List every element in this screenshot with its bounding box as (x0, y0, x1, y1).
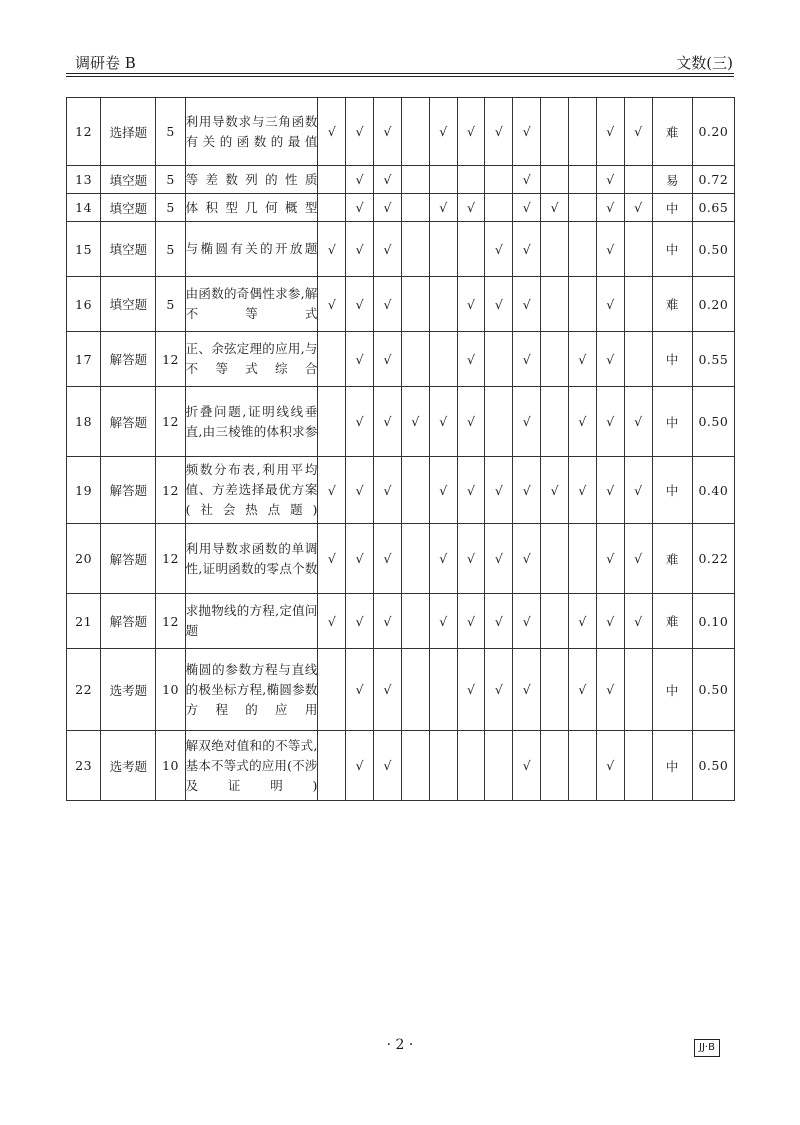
check-cell: √ (346, 731, 374, 801)
content-cell: 利用导数求与三角函数有关的函数的最值 (185, 98, 318, 166)
question-number-cell: 18 (67, 387, 101, 457)
content-cell: 正、余弦定理的应用,与不等式综合 (185, 332, 318, 387)
check-cell: √ (374, 277, 402, 332)
check-cell: √ (346, 332, 374, 387)
check-cell (318, 166, 346, 194)
table-row (67, 332, 735, 387)
check-cell (624, 166, 652, 194)
table-row (67, 649, 735, 731)
check-cell: √ (374, 332, 402, 387)
content-cell: 与椭圆有关的开放题 (185, 222, 318, 277)
content-cell: 解双绝对值和的不等式,基本不等式的应用(不涉及证明) (185, 731, 318, 801)
score-cell: 5 (156, 98, 185, 166)
difficulty-value-cell: 0.50 (692, 387, 734, 457)
check-cell: √ (624, 594, 652, 649)
check-cell (541, 98, 569, 166)
check-cell: √ (318, 98, 346, 166)
check-cell: √ (346, 277, 374, 332)
check-cell: √ (485, 277, 513, 332)
table-row (67, 222, 735, 277)
difficulty-cell: 中 (652, 649, 692, 731)
check-cell (401, 524, 429, 594)
question-number-cell: 16 (67, 277, 101, 332)
question-type-cell: 解答题 (101, 524, 156, 594)
check-cell: √ (513, 194, 541, 222)
check-cell (401, 649, 429, 731)
score-cell: 12 (156, 332, 185, 387)
difficulty-value-cell: 0.65 (692, 194, 734, 222)
check-cell: √ (346, 649, 374, 731)
check-cell: √ (485, 524, 513, 594)
check-cell: √ (513, 277, 541, 332)
check-cell: √ (318, 524, 346, 594)
check-cell: √ (596, 594, 624, 649)
difficulty-cell: 难 (652, 594, 692, 649)
check-cell: √ (346, 166, 374, 194)
paper-code-badge: JJ·B (694, 1039, 720, 1057)
check-cell (401, 457, 429, 524)
check-cell: √ (541, 194, 569, 222)
check-cell: √ (513, 731, 541, 801)
table-row (67, 277, 735, 332)
check-cell (541, 222, 569, 277)
difficulty-cell: 中 (652, 222, 692, 277)
table-row (67, 457, 735, 524)
content-cell: 椭圆的参数方程与直线的极坐标方程,椭圆参数方程的应用 (185, 649, 318, 731)
score-cell: 10 (156, 649, 185, 731)
check-cell: √ (513, 524, 541, 594)
question-analysis-table (66, 97, 735, 801)
check-cell: √ (346, 594, 374, 649)
score-cell: 5 (156, 194, 185, 222)
check-cell: √ (374, 387, 402, 457)
check-cell: √ (429, 194, 457, 222)
check-cell (485, 332, 513, 387)
check-cell: √ (374, 731, 402, 801)
check-cell: √ (568, 649, 596, 731)
check-cell (541, 332, 569, 387)
content-cell: 体积型几何概型 (185, 194, 318, 222)
check-cell: √ (624, 98, 652, 166)
content-cell: 频数分布表,利用平均值、方差选择最优方案(社会热点题) (185, 457, 318, 524)
difficulty-cell: 易 (652, 166, 692, 194)
check-cell (401, 98, 429, 166)
check-cell: √ (596, 524, 624, 594)
difficulty-cell: 难 (652, 277, 692, 332)
difficulty-cell: 中 (652, 387, 692, 457)
check-cell: √ (346, 194, 374, 222)
page-number: · 2 · (386, 1037, 414, 1053)
check-cell: √ (596, 457, 624, 524)
check-cell: √ (401, 387, 429, 457)
question-type-cell: 选择题 (101, 98, 156, 166)
check-cell: √ (513, 594, 541, 649)
check-cell: √ (624, 524, 652, 594)
difficulty-cell: 难 (652, 524, 692, 594)
check-cell: √ (318, 457, 346, 524)
check-cell: √ (596, 387, 624, 457)
check-cell (429, 222, 457, 277)
check-cell (318, 649, 346, 731)
question-type-cell: 解答题 (101, 594, 156, 649)
score-cell: 5 (156, 222, 185, 277)
difficulty-cell: 中 (652, 457, 692, 524)
check-cell: √ (429, 524, 457, 594)
check-cell: √ (374, 457, 402, 524)
check-cell (318, 387, 346, 457)
check-cell (318, 332, 346, 387)
check-cell (429, 332, 457, 387)
check-cell (624, 277, 652, 332)
question-number-cell: 20 (67, 524, 101, 594)
score-cell: 12 (156, 457, 185, 524)
check-cell: √ (346, 387, 374, 457)
difficulty-value-cell: 0.50 (692, 731, 734, 801)
content-cell: 求抛物线的方程,定值问题 (185, 594, 318, 649)
check-cell: √ (374, 194, 402, 222)
check-cell (401, 194, 429, 222)
check-cell (401, 166, 429, 194)
check-cell: √ (513, 98, 541, 166)
check-cell (457, 222, 485, 277)
check-cell (541, 277, 569, 332)
check-cell: √ (346, 524, 374, 594)
question-type-cell: 解答题 (101, 387, 156, 457)
check-cell: √ (429, 98, 457, 166)
difficulty-value-cell: 0.10 (692, 594, 734, 649)
check-cell (568, 277, 596, 332)
header-rule (66, 73, 734, 74)
table-row (67, 387, 735, 457)
difficulty-value-cell: 0.55 (692, 332, 734, 387)
difficulty-value-cell: 0.20 (692, 277, 734, 332)
check-cell (541, 649, 569, 731)
difficulty-value-cell: 0.40 (692, 457, 734, 524)
score-cell: 5 (156, 166, 185, 194)
check-cell: √ (318, 222, 346, 277)
difficulty-value-cell: 0.72 (692, 166, 734, 194)
check-cell (568, 166, 596, 194)
check-cell: √ (624, 457, 652, 524)
check-cell: √ (596, 166, 624, 194)
check-cell: √ (374, 222, 402, 277)
check-cell: √ (429, 457, 457, 524)
check-cell (318, 731, 346, 801)
check-cell (457, 731, 485, 801)
header-paper-title: 调研卷 B (75, 54, 136, 72)
content-cell: 折叠问题,证明线线垂直,由三棱锥的体积求参 (185, 387, 318, 457)
question-number-cell: 14 (67, 194, 101, 222)
check-cell: √ (457, 457, 485, 524)
check-cell (485, 166, 513, 194)
score-cell: 12 (156, 594, 185, 649)
check-cell: √ (485, 98, 513, 166)
check-cell (401, 222, 429, 277)
difficulty-value-cell: 0.50 (692, 649, 734, 731)
question-type-cell: 解答题 (101, 457, 156, 524)
check-cell: √ (457, 332, 485, 387)
difficulty-cell: 难 (652, 98, 692, 166)
check-cell: √ (624, 194, 652, 222)
check-cell: √ (457, 387, 485, 457)
check-cell (429, 166, 457, 194)
check-cell (429, 277, 457, 332)
check-cell: √ (513, 222, 541, 277)
check-cell (568, 98, 596, 166)
check-cell (568, 222, 596, 277)
question-type-cell: 填空题 (101, 166, 156, 194)
header-rule-thin (66, 76, 734, 77)
check-cell: √ (596, 222, 624, 277)
check-cell: √ (596, 649, 624, 731)
check-cell (568, 194, 596, 222)
content-cell: 利用导数求函数的单调性,证明函数的零点个数 (185, 524, 318, 594)
check-cell (429, 731, 457, 801)
check-cell: √ (374, 524, 402, 594)
check-cell: √ (513, 332, 541, 387)
check-cell: √ (513, 387, 541, 457)
question-type-cell: 选考题 (101, 649, 156, 731)
check-cell: √ (485, 222, 513, 277)
check-cell: √ (457, 594, 485, 649)
check-cell (485, 387, 513, 457)
check-cell: √ (485, 649, 513, 731)
table-row (67, 594, 735, 649)
check-cell: √ (374, 98, 402, 166)
table-row (67, 166, 735, 194)
check-cell: √ (568, 594, 596, 649)
check-cell: √ (374, 594, 402, 649)
check-cell (541, 166, 569, 194)
question-number-cell: 22 (67, 649, 101, 731)
content-cell: 由函数的奇偶性求参,解不等式 (185, 277, 318, 332)
check-cell (485, 194, 513, 222)
check-cell: √ (485, 594, 513, 649)
check-cell: √ (429, 387, 457, 457)
check-cell (624, 332, 652, 387)
check-cell: √ (513, 457, 541, 524)
difficulty-value-cell: 0.20 (692, 98, 734, 166)
check-cell: √ (457, 524, 485, 594)
header-subject: 文数(三) (676, 54, 733, 72)
check-cell (318, 194, 346, 222)
check-cell: √ (346, 98, 374, 166)
check-cell: √ (513, 166, 541, 194)
score-cell: 5 (156, 277, 185, 332)
table-row (67, 194, 735, 222)
check-cell: √ (429, 594, 457, 649)
check-cell (401, 332, 429, 387)
check-cell: √ (568, 332, 596, 387)
check-cell: √ (457, 98, 485, 166)
check-cell (541, 731, 569, 801)
check-cell (568, 524, 596, 594)
check-cell: √ (568, 457, 596, 524)
question-type-cell: 解答题 (101, 332, 156, 387)
check-cell (485, 731, 513, 801)
check-cell (541, 594, 569, 649)
check-cell (541, 387, 569, 457)
check-cell: √ (318, 594, 346, 649)
check-cell: √ (596, 98, 624, 166)
question-type-cell: 选考题 (101, 731, 156, 801)
check-cell: √ (624, 387, 652, 457)
difficulty-cell: 中 (652, 194, 692, 222)
check-cell: √ (457, 194, 485, 222)
check-cell (457, 166, 485, 194)
check-cell: √ (318, 277, 346, 332)
question-type-cell: 填空题 (101, 277, 156, 332)
question-type-cell: 填空题 (101, 194, 156, 222)
check-cell: √ (596, 194, 624, 222)
score-cell: 12 (156, 387, 185, 457)
check-cell (568, 731, 596, 801)
check-cell (401, 277, 429, 332)
question-number-cell: 21 (67, 594, 101, 649)
score-cell: 10 (156, 731, 185, 801)
check-cell: √ (513, 649, 541, 731)
check-cell: √ (485, 457, 513, 524)
question-number-cell: 19 (67, 457, 101, 524)
check-cell: √ (596, 332, 624, 387)
check-cell: √ (346, 457, 374, 524)
check-cell (401, 731, 429, 801)
difficulty-cell: 中 (652, 332, 692, 387)
check-cell (429, 649, 457, 731)
score-cell: 12 (156, 524, 185, 594)
difficulty-value-cell: 0.50 (692, 222, 734, 277)
check-cell (541, 524, 569, 594)
question-number-cell: 17 (67, 332, 101, 387)
check-cell: √ (457, 649, 485, 731)
check-cell: √ (346, 222, 374, 277)
table-row (67, 731, 735, 801)
check-cell: √ (457, 277, 485, 332)
check-cell: √ (374, 649, 402, 731)
check-cell: √ (568, 387, 596, 457)
difficulty-value-cell: 0.22 (692, 524, 734, 594)
check-cell (624, 222, 652, 277)
question-number-cell: 13 (67, 166, 101, 194)
check-cell: √ (596, 731, 624, 801)
check-cell (624, 731, 652, 801)
content-cell: 等差数列的性质 (185, 166, 318, 194)
difficulty-cell: 中 (652, 731, 692, 801)
check-cell: √ (374, 166, 402, 194)
question-number-cell: 12 (67, 98, 101, 166)
check-cell (624, 649, 652, 731)
table-row (67, 524, 735, 594)
question-number-cell: 23 (67, 731, 101, 801)
table-row (67, 98, 735, 166)
check-cell: √ (541, 457, 569, 524)
check-cell (401, 594, 429, 649)
check-cell: √ (596, 277, 624, 332)
question-type-cell: 填空题 (101, 222, 156, 277)
question-number-cell: 15 (67, 222, 101, 277)
